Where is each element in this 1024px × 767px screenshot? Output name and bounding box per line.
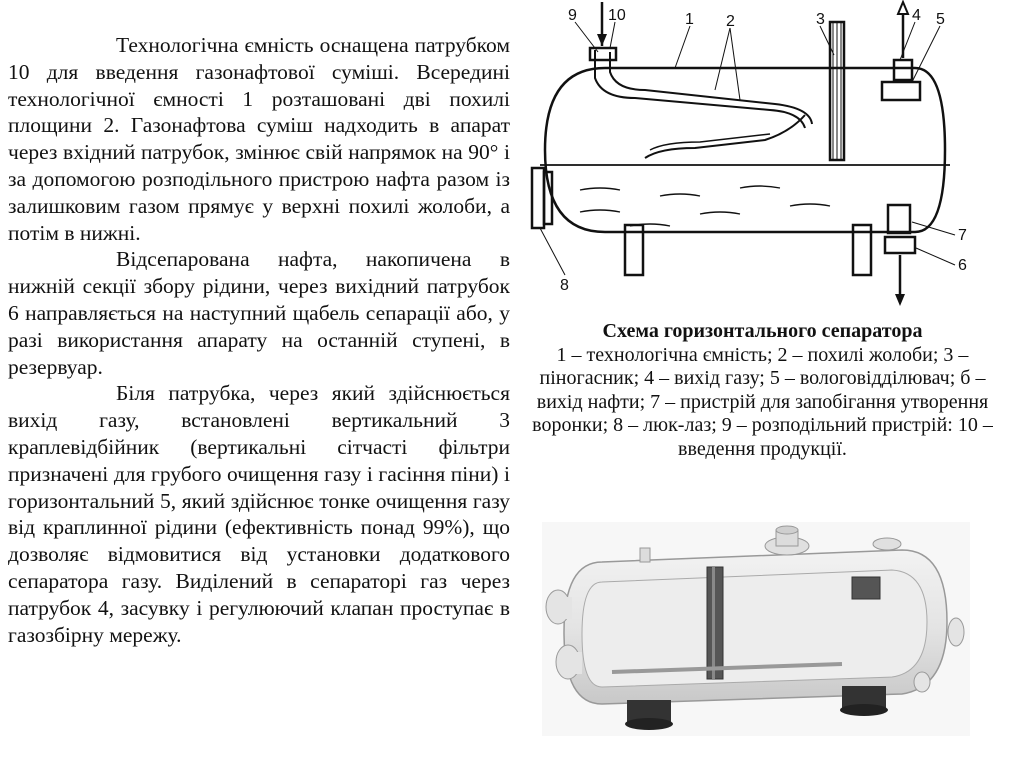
label-6: 6	[958, 257, 967, 274]
label-10: 10	[608, 7, 626, 24]
label-3: 3	[816, 11, 825, 28]
figure-caption	[530, 320, 995, 461]
label-1: 1	[685, 11, 694, 28]
paragraph-1: Технологічна ємність оснащена патрубком 10 для введення газонафтової суміші. Всередині технологічної ємності 1 розташовані дві похилі площини 2. Газонафтова суміш надходить в апарат через вхідний патрубок, змінює свій напрямок на 90° і за допомогою розподільного пристрою нафта разом із залишковим газом прямує у верхні похилі жолоби, а потім в нижні.	[8, 33, 510, 245]
paragraph-3: Біля патрубка, через який здійснюється вихід газу, встановлені вертикальний 3 краплевідбійник (вертикальні сітчасті фільтри призначені для грубого очищення газу і гасіння піни) і горизонтальний 5, який здійснює тонке очищення газу від краплинної рідини (ефективність понад 99%), що дозволяє відмовитися від установки додаткового сепаратора газу. Виділений в сепараторі газ через патрубок 4, засувку і регулюючий клапан проступає в газозбірну мережу.	[8, 381, 510, 647]
caption-title: Схема горизонтального сепаратора	[602, 320, 923, 342]
body-text	[8, 32, 510, 648]
caption-text: 1 – технологічна ємність; 2 – похилі жолоби; 3 – піногасник; 4 – вихід газу; 5 – вологовідділювач; б – вихід нафти; 7 – пристрій для запобігання утворення воронки; 8 – люк-лаз; 9 – розподільний пристрій: 10 – введення продукції.	[532, 343, 993, 460]
label-2: 2	[726, 13, 735, 30]
label-5: 5	[936, 11, 945, 28]
separator-schematic	[520, 0, 1020, 310]
label-9: 9	[568, 7, 577, 24]
label-4: 4	[912, 7, 921, 24]
separator-3d-render	[542, 522, 970, 736]
label-7: 7	[958, 227, 967, 244]
label-8: 8	[560, 277, 569, 294]
paragraph-2: Відсепарована нафта, накопичена в нижній секції збору рідини, через вихідний патрубок 6 направляється на наступний щабель сепарації або, у разі використання апарату на останній ступені, в резервуар.	[8, 247, 510, 379]
